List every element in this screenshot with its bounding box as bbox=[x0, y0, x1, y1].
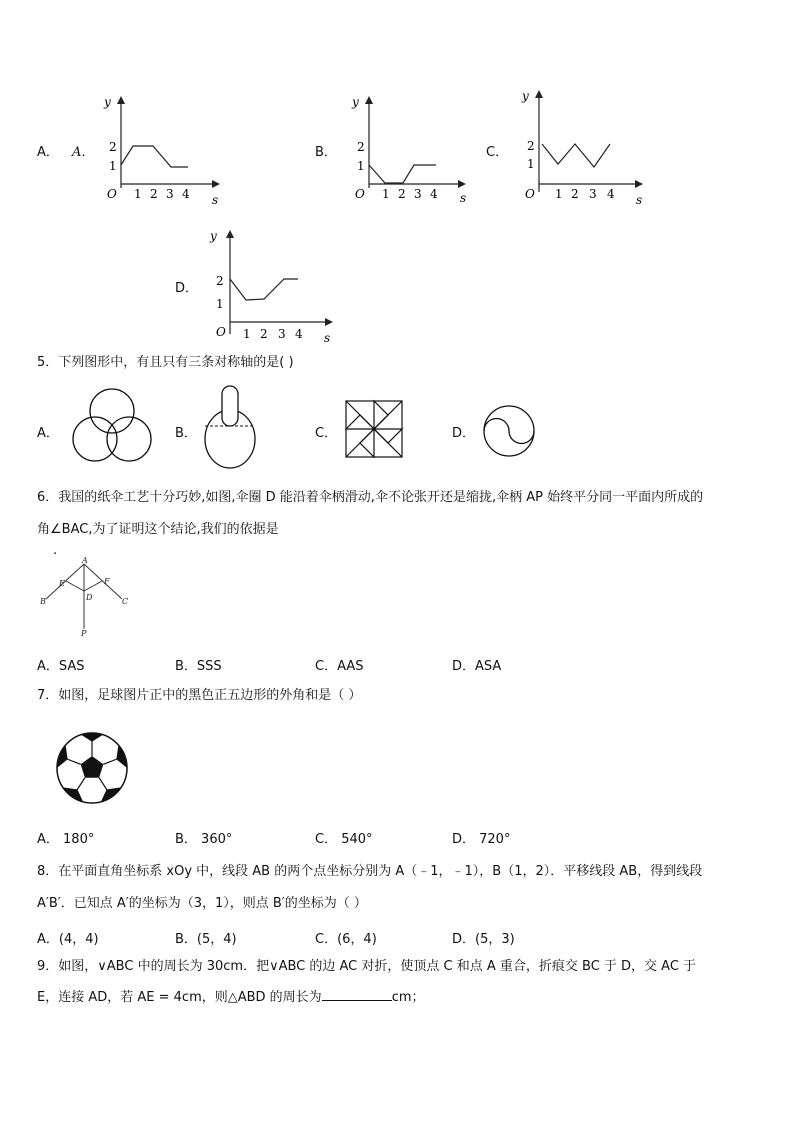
point-f-label: F bbox=[104, 577, 110, 586]
x-tick-3: 3 bbox=[166, 187, 174, 201]
y-axis-label: y bbox=[210, 229, 217, 243]
y-axis-label: y bbox=[352, 95, 359, 109]
q4-graph-a bbox=[100, 88, 225, 208]
x-tick-3: 3 bbox=[414, 187, 422, 201]
s-axis-label: s bbox=[636, 193, 643, 207]
q8-option-a[interactable]: A．(4，4) bbox=[37, 932, 99, 947]
point-d-label: D bbox=[86, 593, 93, 602]
y-tick-1: 1 bbox=[109, 159, 117, 173]
s-axis-label: s bbox=[324, 331, 331, 344]
y-tick-2: 2 bbox=[109, 140, 117, 154]
q7-option-b[interactable]: B． 360° bbox=[175, 832, 233, 847]
x-tick-1: 1 bbox=[134, 187, 142, 201]
point-p-label: P bbox=[81, 629, 87, 638]
q4-option-a-inner-label: A． bbox=[72, 145, 95, 160]
q6-option-c[interactable]: C．AAS bbox=[315, 659, 364, 674]
y-tick-2: 2 bbox=[216, 274, 224, 288]
q4-option-c-label[interactable]: C． bbox=[486, 145, 509, 160]
x-tick-1: 1 bbox=[555, 187, 563, 201]
y-tick-1: 1 bbox=[216, 297, 224, 311]
x-tick-2: 2 bbox=[398, 187, 406, 201]
x-tick-2: 2 bbox=[571, 187, 579, 201]
q8-question-line-1: 8．在平面直角坐标系 xOy 中，线段 AB 的两个点坐标分别为 A（﹣1，﹣1），B（1，2）．平移线段 AB，得到线段 bbox=[37, 864, 703, 879]
origin-label: O bbox=[107, 187, 117, 201]
q6-option-d[interactable]: D．ASA bbox=[452, 659, 502, 674]
q4-graph-c bbox=[518, 82, 648, 207]
x-tick-4: 4 bbox=[295, 327, 303, 341]
q7-option-c[interactable]: C． 540° bbox=[315, 832, 373, 847]
graph-b-line bbox=[369, 165, 436, 183]
q8-option-b[interactable]: B．(5，4) bbox=[175, 932, 237, 947]
q6-question-line-1: 6．我国的纸伞工艺十分巧妙,如图,伞圈 D 能沿着伞柄滑动,伞不论张开还是缩拢,伞柄 AP 始终平分同一平面内所成的 bbox=[37, 490, 704, 505]
q5-option-d-label[interactable]: D． bbox=[452, 426, 476, 441]
point-b-label: B bbox=[40, 597, 46, 606]
point-c-label: C bbox=[122, 597, 129, 606]
q5-figure-c-pinwheel-icon bbox=[343, 398, 405, 460]
point-a-label: A bbox=[82, 556, 88, 565]
origin-label: O bbox=[525, 187, 535, 201]
q6-umbrella-figure bbox=[36, 554, 136, 640]
point-e-label: E bbox=[59, 579, 65, 588]
x-tick-2: 2 bbox=[260, 327, 268, 341]
origin-label: O bbox=[216, 325, 226, 339]
q8-question-line-2: A′B′．已知点 A′的坐标为（3，1），则点 B′的坐标为（ ） bbox=[37, 896, 367, 911]
q4-option-d-label[interactable]: D． bbox=[175, 281, 199, 296]
s-axis-label: s bbox=[212, 193, 219, 207]
q7-option-a[interactable]: A． 180° bbox=[37, 832, 95, 847]
q6-dot: . bbox=[53, 543, 58, 558]
q9-question-line-1: 9．如图，∨ABC 中的周长为 30cm．把∨ABC 的边 AC 对折，使顶点 C 和点 A 重合，折痕交 BC 于 D，交 AC 于 bbox=[37, 959, 697, 974]
q5-option-a-label[interactable]: A． bbox=[37, 426, 59, 441]
x-tick-3: 3 bbox=[589, 187, 597, 201]
y-axis-label: y bbox=[522, 89, 529, 103]
y-tick-2: 2 bbox=[357, 140, 365, 154]
q6-option-b[interactable]: B．SSS bbox=[175, 659, 222, 674]
q8-option-c[interactable]: C．(6，4) bbox=[315, 932, 377, 947]
graph-d-line bbox=[230, 279, 298, 300]
q4-graph-d bbox=[202, 222, 342, 344]
y-axis-label: y bbox=[104, 95, 111, 109]
q5-figure-b-paddle-icon bbox=[200, 383, 260, 473]
q5-figure-d-yinyang-icon bbox=[481, 403, 537, 459]
q5-option-b-label[interactable]: B． bbox=[175, 426, 197, 441]
q7-option-d[interactable]: D． 720° bbox=[452, 832, 511, 847]
q9-question-line-2 bbox=[37, 988, 425, 1007]
x-tick-2: 2 bbox=[150, 187, 158, 201]
y-tick-1: 1 bbox=[357, 159, 365, 173]
y-tick-1: 1 bbox=[527, 157, 535, 171]
q9-answer-blank[interactable] bbox=[322, 988, 392, 1001]
s-axis-label: s bbox=[460, 191, 467, 205]
x-tick-3: 3 bbox=[278, 327, 286, 341]
q6-question-line-2: 角∠BAC,为了证明这个结论,我们的依据是 bbox=[37, 522, 279, 537]
graph-a-line bbox=[121, 146, 188, 167]
origin-label: O bbox=[355, 187, 365, 201]
q7-soccer-ball-icon bbox=[55, 731, 129, 805]
x-tick-4: 4 bbox=[430, 187, 438, 201]
q4-graph-b bbox=[348, 88, 473, 208]
x-tick-1: 1 bbox=[382, 187, 390, 201]
q4-option-b-label[interactable]: B． bbox=[315, 145, 337, 160]
q6-option-a[interactable]: A．SAS bbox=[37, 659, 85, 674]
q5-option-c-label[interactable]: C． bbox=[315, 426, 338, 441]
graph-c-line bbox=[542, 144, 610, 167]
q5-question-text: 5．下列图形中，有且只有三条对称轴的是( ) bbox=[37, 355, 294, 370]
x-tick-4: 4 bbox=[607, 187, 615, 201]
q7-question-text: 7．如图，足球图片正中的黑色正五边形的外角和是（ ） bbox=[37, 688, 362, 703]
y-tick-2: 2 bbox=[527, 139, 535, 153]
q9-line-2-prefix: E，连接 AD，若 AE = 4cm，则△ABD 的周长为 bbox=[37, 990, 322, 1005]
x-tick-4: 4 bbox=[182, 187, 190, 201]
q8-option-d[interactable]: D．(5，3) bbox=[452, 932, 515, 947]
q9-line-2-suffix: cm； bbox=[391, 990, 425, 1005]
q4-option-a-label[interactable]: A． bbox=[37, 145, 59, 160]
x-tick-1: 1 bbox=[243, 327, 251, 341]
q5-figure-a-trefoil-icon bbox=[67, 384, 157, 464]
